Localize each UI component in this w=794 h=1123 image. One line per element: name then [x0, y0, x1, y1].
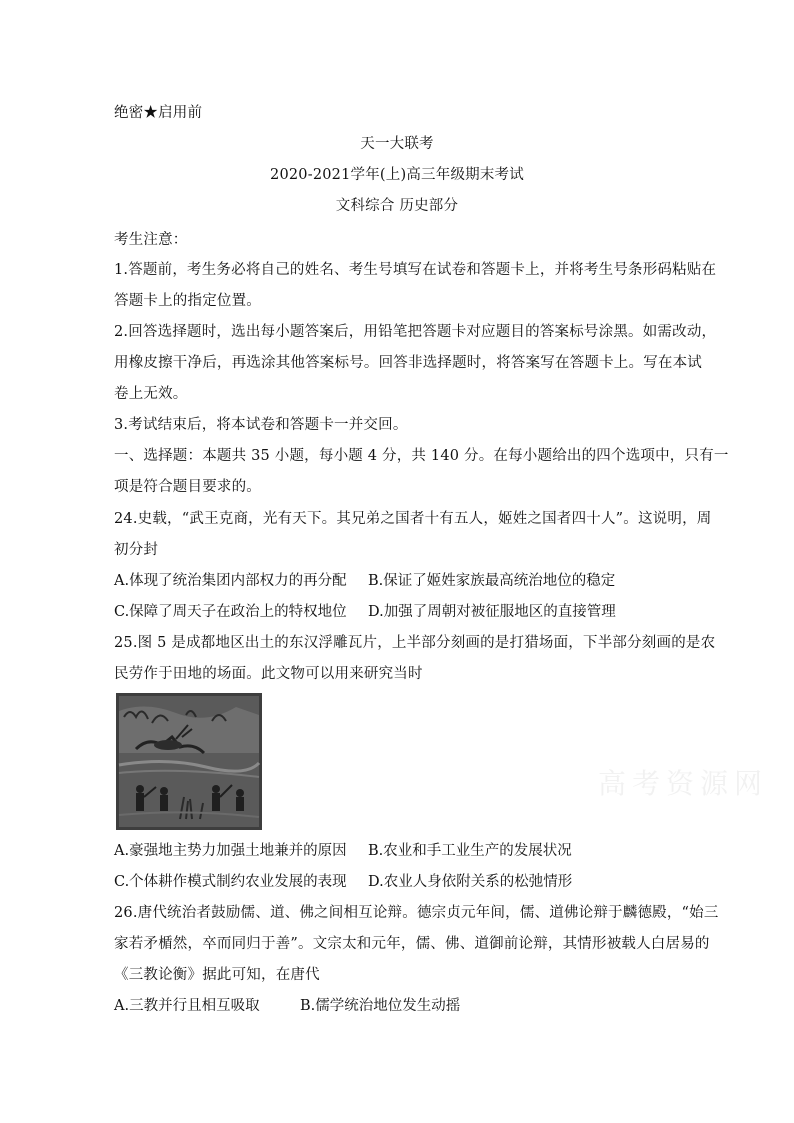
note-1-line-1: 1.答题前，考生务必将自己的姓名、考生号填写在试卷和答题卡上，并将考生号条形码粘贴在	[114, 262, 717, 278]
exam-title: 2020-2021学年(上)高三年级期末考试	[270, 167, 524, 183]
q25-option-b: B.农业和手工业生产的发展状况	[368, 843, 572, 859]
confidential-label: 绝密★启用前	[114, 105, 203, 121]
exam-organizer: 天一大联考	[360, 136, 434, 152]
q25-option-d: D.农业人身依附关系的松弛情形	[368, 874, 573, 890]
q24-option-d: D.加强了周朝对被征服地区的直接管理	[368, 604, 616, 620]
relief-tile-image	[116, 693, 262, 830]
q25-option-a: A.豪强地主势力加强土地兼并的原因	[114, 843, 347, 859]
q25-stem-line-1: 25.图 5 是成都地区出土的东汉浮雕瓦片，上半部分刻画的是打猎场面，下半部分刻画的是农	[114, 635, 716, 651]
q24-stem-line-1: 24.史载，“武王克商，光有天下。其兄弟之国者十有五人，姬姓之国者四十人”。这说明，周	[114, 511, 712, 527]
note-1-line-2: 答题卡上的指定位置。	[114, 293, 261, 309]
note-2-line-2: 用橡皮擦干净后，再选涂其他答案标号。回答非选择题时，将答案写在答题卡上。写在本试	[114, 355, 702, 371]
q25-option-c: C.个体耕作模式制约农业发展的表现	[114, 874, 347, 890]
q26-stem-line-1: 26.唐代统治者鼓励儒、道、佛之间相互论辩。德宗贞元年间，儒、道佛论辩于麟德殿，“始三	[114, 905, 719, 921]
notes-title: 考生注意：	[114, 232, 188, 248]
section-heading-line-1: 一、选择题：本题共 35 小题，每小题 4 分，共 140 分。在每小题给出的四个选项中，只有一	[114, 448, 729, 464]
exam-subject: 文科综合 历史部分	[335, 198, 459, 214]
q24-stem-line-2: 初分封	[114, 542, 159, 558]
note-2-line-1: 2.回答选择题时，选出每小题答案后，用铅笔把答题卡对应题目的答案标号涂黑。如需改动，	[114, 324, 717, 340]
watermark: 高考资源网	[598, 767, 769, 800]
q26-option-a: A.三教并行且相互吸取	[114, 998, 260, 1014]
q26-stem-line-2: 家若矛楯然，卒而同归于善”。文宗太和元年，儒、佛、道御前论辩，其情形被载人白居易的	[114, 936, 710, 952]
q26-stem-line-3: 《三教论衡》据此可知，在唐代	[114, 967, 320, 983]
q25-stem-line-2: 民劳作于田地的场面。此文物可以用来研究当时	[114, 666, 423, 682]
q24-option-b: B.保证了姬姓家族最高统治地位的稳定	[368, 573, 616, 589]
note-2-line-3: 卷上无效。	[114, 386, 188, 402]
section-heading-line-2: 项是符合题目要求的。	[114, 479, 261, 495]
q26-option-b: B.儒学统治地位发生动摇	[300, 998, 461, 1014]
q24-option-a: A.体现了统治集团内部权力的再分配	[114, 573, 347, 589]
q24-option-c: C.保障了周天子在政治上的特权地位	[114, 604, 347, 620]
relief-tile-drawing	[116, 693, 262, 830]
note-3: 3.考试结束后，将本试卷和答题卡一并交回。	[114, 417, 408, 433]
